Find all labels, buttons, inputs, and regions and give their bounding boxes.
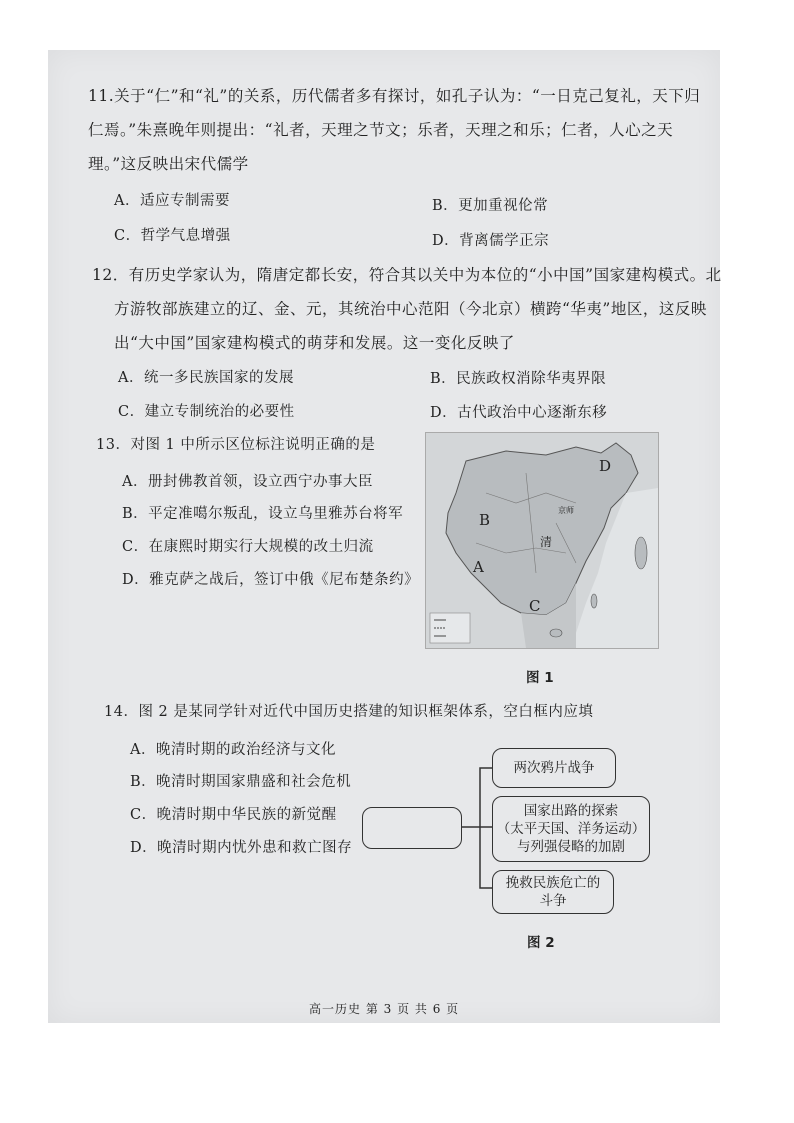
page-footer: 高一历史 第 3 页 共 6 页 bbox=[309, 1002, 460, 1016]
framework-box-opium-wars bbox=[492, 748, 616, 788]
q13-option-d: D．雅克萨之战后，签订中俄《尼布楚条约》 bbox=[122, 572, 420, 588]
q11-line1: 11.关于“仁”和“礼”的关系，历代儒者多有探讨，如孔子认为：“一日克己复礼，天下归 bbox=[88, 87, 701, 105]
qing-map-figure bbox=[425, 432, 659, 649]
framework-box-salvation-line1: 挽救民族危亡的 bbox=[505, 875, 601, 891]
framework-box-exploration-line1: 国家出路的探索 bbox=[523, 803, 619, 819]
figure1-caption: 图 1 bbox=[526, 670, 554, 686]
figure2-caption: 图 2 bbox=[527, 935, 555, 951]
map-label-c: C bbox=[529, 597, 541, 615]
q12-line2: 方游牧部族建立的辽、金、元，其统治中心范阳（今北京）横跨“华夷”地区，这反映 bbox=[114, 300, 707, 318]
q13-stem: 13．对图 1 中所示区位标注说明正确的是 bbox=[96, 437, 376, 453]
map-label-capital: 京师 bbox=[558, 506, 574, 515]
blank-answer-box bbox=[362, 807, 462, 849]
framework-box-exploration bbox=[492, 796, 650, 862]
q11-line2: 仁焉。”朱熹晚年则提出：“礼者，天理之节文；乐者，天理之和乐；仁者，人心之天 bbox=[88, 121, 674, 139]
q13-option-b: B．平定准噶尔叛乱，设立乌里雅苏台将军 bbox=[122, 506, 404, 522]
q12-option-c: C．建立专制统治的必要性 bbox=[118, 404, 295, 420]
q14-stem: 14．图 2 是某同学针对近代中国历史搭建的知识框架体系，空白框内应填 bbox=[104, 704, 594, 720]
q11-option-c: C．哲学气息增强 bbox=[114, 228, 231, 244]
map-label-a: A bbox=[473, 558, 484, 576]
framework-box-exploration-line2: （太平天国、洋务运动） bbox=[496, 821, 646, 837]
map-label-qing: 清 bbox=[540, 535, 553, 549]
q14-option-b: B．晚清时期国家鼎盛和社会危机 bbox=[130, 774, 352, 790]
q11-line3: 理。”这反映出宋代儒学 bbox=[88, 155, 249, 173]
q14-option-a: A．晚清时期的政治经济与文化 bbox=[130, 742, 336, 758]
framework-box-salvation-line2: 斗争 bbox=[539, 893, 567, 909]
q11-option-a: A．适应专制需要 bbox=[114, 193, 230, 209]
q14-option-c: C．晚清时期中华民族的新觉醒 bbox=[130, 807, 337, 823]
framework-box-opium-wars-text: 两次鸦片战争 bbox=[513, 760, 595, 776]
map-label-b: B bbox=[479, 511, 491, 529]
q13-option-c: C．在康熙时期实行大规模的改土归流 bbox=[122, 539, 374, 555]
q14-option-d: D．晚清时期内忧外患和救亡图存 bbox=[130, 840, 353, 856]
q12-option-d: D．古代政治中心逐渐东移 bbox=[430, 405, 608, 421]
q12-line3: 出“大中国”国家建构模式的萌芽和发展。这一变化反映了 bbox=[114, 334, 515, 352]
q11-option-d: D．背离儒学正宗 bbox=[432, 233, 550, 249]
q11-option-b: B．更加重视伦常 bbox=[432, 198, 549, 214]
q13-option-a: A．册封佛教首领，设立西宁办事大臣 bbox=[122, 474, 373, 490]
framework-box-salvation bbox=[492, 870, 614, 914]
map-label-d: D bbox=[599, 457, 612, 475]
framework-box-exploration-line3: 与列强侵略的加剧 bbox=[517, 839, 625, 855]
q12-option-a: A．统一多民族国家的发展 bbox=[118, 370, 294, 386]
q12-line1: 12．有历史学家认为，隋唐定都长安，符合其以关中为本位的“小中国”国家建构模式。北 bbox=[92, 266, 722, 284]
q12-option-b: B．民族政权消除华夷界限 bbox=[430, 371, 607, 387]
